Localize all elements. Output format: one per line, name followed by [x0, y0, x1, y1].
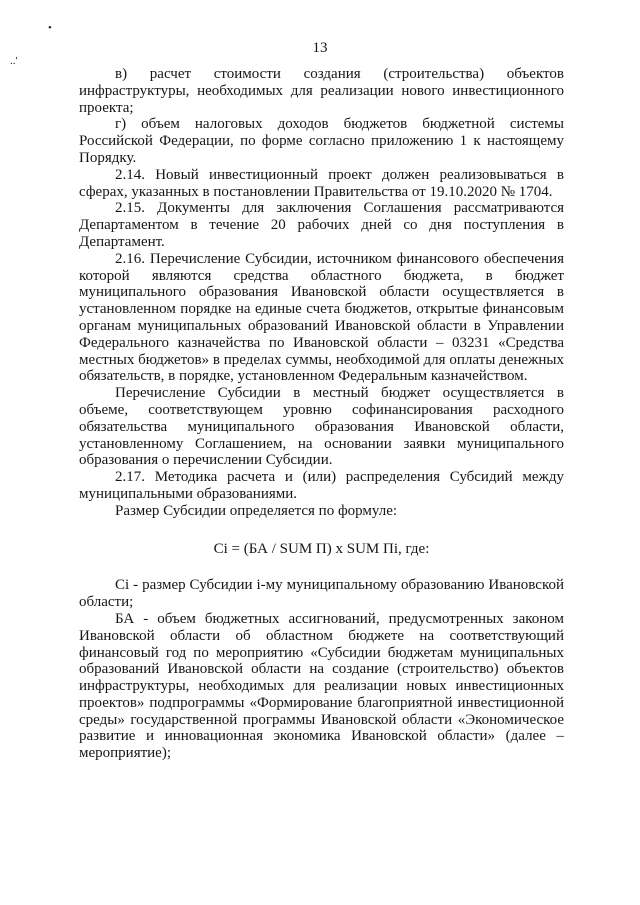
- paragraph-item-v: в) расчет стоимости создания (строительства) объектов инфраструктуры, необходимых для реализации нового инвестиционного проекта;: [79, 66, 564, 116]
- formula: Ci = (БА / SUM П) x SUM Пi, где:: [213, 540, 430, 557]
- paragraph-formula-intro: Размер Субсидии определяется по формуле:: [115, 502, 398, 519]
- paragraph-item-g: г) объем налоговых доходов бюджетов бюджетной системы Российской Федерации, по форме согласно приложению 1 к настоящему Порядку.: [79, 116, 564, 166]
- document-body: [79, 66, 564, 762]
- paragraph-2-15: 2.15. Документы для заключения Соглашения рассматриваются Департаментом в течение 20 рабочих дней со дня поступления в Департамент.: [79, 200, 564, 250]
- definition-ba: БА - объем бюджетных ассигнований, предусмотренных законом Ивановской области об областном бюджете на соответствующий финансовый год по мероприятию «Субсидии бюджетам муниципальных образований Ивановской области на создание (строительство) объектов инфраструктуры, необходимых для реализации новых инвестиционных проектов» подпрограммы «Формирование благоприятной инвестиционной среды» государственной программы Ивановской области «Экономическое развитие и инновационная экономика Ивановской области» (далее – мероприятие);: [79, 610, 564, 762]
- page-number: 13: [312, 40, 328, 56]
- paragraph-2-14: 2.14. Новый инвестиционный проект должен реализовываться в сферах, указанных в постановлении Правительства от 19.10.2020 № 1704.: [79, 166, 564, 200]
- scan-speck: •: [48, 22, 52, 34]
- paragraph-2-16: 2.16. Перечисление Субсидии, источником финансового обеспечения которой являются средства областного бюджета, в бюджет муниципального образования Ивановской области осуществляется в установленном порядке на единые счета бюджетов, открытые финансовым органам муниципальных образований Ивановской области в Управлении Федерального казначейства по Ивановской области – 03231 «Средства местных бюджетов» в пределах суммы, необходимой для оплаты денежных обязательств, в порядке, установленном Федеральным казначейством.: [79, 250, 564, 385]
- paragraph-subsidy-transfer: Перечисление Субсидии в местный бюджет осуществляется в объеме, соответствующем уровню софинансирования расходного обязательства муниципального образования Ивановской области, установленному Соглашением, на основании заявки муниципального образования о перечислении Субсидии.: [79, 385, 564, 469]
- scan-speck: ..': [10, 55, 18, 67]
- paragraph-2-17: 2.17. Методика расчета и (или) распределения Субсидий между муниципальными образованиями.: [79, 469, 564, 502]
- definition-ci: Ci - размер Субсидии i-му муниципальному образованию Ивановской области;: [79, 577, 564, 611]
